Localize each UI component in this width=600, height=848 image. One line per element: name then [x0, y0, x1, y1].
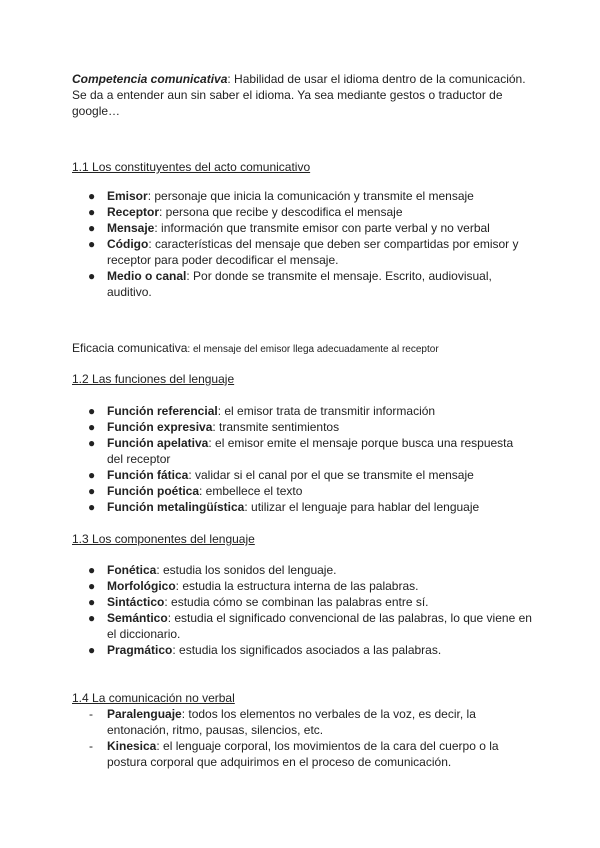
eficacia-paragraph — [72, 340, 532, 358]
section-heading-1-1: 1.1 Los constituyentes del acto comunicativo — [72, 160, 311, 174]
list-item: ● Semántico: estudia el significado convencional de las palabras, lo que viene en el diccionario. — [88, 611, 532, 641]
section-heading-1-4: 1.4 La comunicación no verbal — [72, 691, 235, 705]
list-item: - Paralenguaje: todos los elementos no verbales de la voz, es decir, la entonación, ritmo, pausas, silencios, etc. — [89, 707, 476, 737]
list-item: ● Emisor: personaje que inicia la comunicación y transmite el mensaje — [88, 189, 474, 203]
dash-icon: - — [89, 739, 93, 753]
bullet-icon: ● — [88, 436, 96, 450]
list-item: ● Sintáctico: estudia cómo se combinan las palabras entre sí. — [88, 595, 429, 609]
bullet-icon: ● — [88, 611, 96, 625]
bullet-icon: ● — [88, 420, 96, 434]
bullet-icon: ● — [88, 205, 96, 219]
bullet-icon: ● — [88, 484, 96, 498]
list-item: ● Código: características del mensaje que deben ser compartidas por emisor y receptor para poder decodificar el mensaje. — [88, 237, 519, 267]
bullet-icon: ● — [88, 643, 96, 657]
bullet-icon: ● — [88, 189, 96, 203]
intro-paragraph — [72, 71, 532, 119]
section-heading-1-3: 1.3 Los componentes del lenguaje — [72, 532, 255, 546]
dash-icon: - — [89, 707, 93, 721]
bullet-icon: ● — [88, 221, 96, 235]
components-list — [72, 562, 532, 658]
constituents-list — [72, 188, 532, 300]
bullet-icon: ● — [88, 468, 96, 482]
list-item: - Kinesica: el lenguaje corporal, los movimientos de la cara del cuerpo o la postura corporal que adquirimos en el proceso de comunicación. — [89, 739, 499, 769]
bullet-icon: ● — [88, 237, 96, 251]
list-item: ● Función fática: validar si el canal por el que se transmite el mensaje — [88, 468, 474, 482]
bullet-icon: ● — [88, 563, 96, 577]
list-item: ● Función referencial: el emisor trata de transmitir información — [88, 404, 436, 418]
bullet-icon: ● — [88, 500, 96, 514]
eficacia-term: Eficacia comunicativa — [72, 341, 188, 355]
bullet-icon: ● — [88, 404, 96, 418]
intro-definition: : Habilidad de usar el idioma dentro de la comunicación. Se da a entender aun sin saber el idioma. Ya sea mediante gestos o traductor de google… — [72, 72, 526, 118]
intro-term: Competencia comunicativa — [72, 72, 228, 86]
list-item: ● Función poética: embellece el texto — [88, 484, 303, 498]
list-item: ● Función apelativa: el emisor emite el mensaje porque busca una respuesta del receptor — [88, 436, 514, 466]
list-item: ● Pragmático: estudia los significados asociados a las palabras. — [88, 643, 442, 657]
eficacia-definition: : el mensaje del emisor llega adecuadamente al receptor — [187, 344, 439, 355]
list-item: ● Fonética: estudia los sonidos del lenguaje. — [88, 563, 337, 577]
list-item: ● Morfológico: estudia la estructura interna de las palabras. — [88, 579, 419, 593]
list-item: ● Receptor: persona que recibe y descodifica el mensaje — [88, 205, 403, 219]
list-item: ● Medio o canal: Por donde se transmite el mensaje. Escrito, audiovisual, auditivo. — [88, 269, 492, 299]
bullet-icon: ● — [88, 269, 96, 283]
list-item: ● Función metalingüística: utilizar el lenguaje para hablar del lenguaje — [88, 500, 480, 514]
list-item: ● Función expresiva: transmite sentimientos — [88, 420, 340, 434]
bullet-icon: ● — [88, 579, 96, 593]
section-heading-1-2: 1.2 Las funciones del lenguaje — [72, 372, 235, 386]
functions-list — [72, 403, 532, 515]
bullet-icon: ● — [88, 595, 96, 609]
nonverbal-list — [72, 706, 532, 770]
list-item: ● Mensaje: información que transmite emisor con parte verbal y no verbal — [88, 221, 490, 235]
